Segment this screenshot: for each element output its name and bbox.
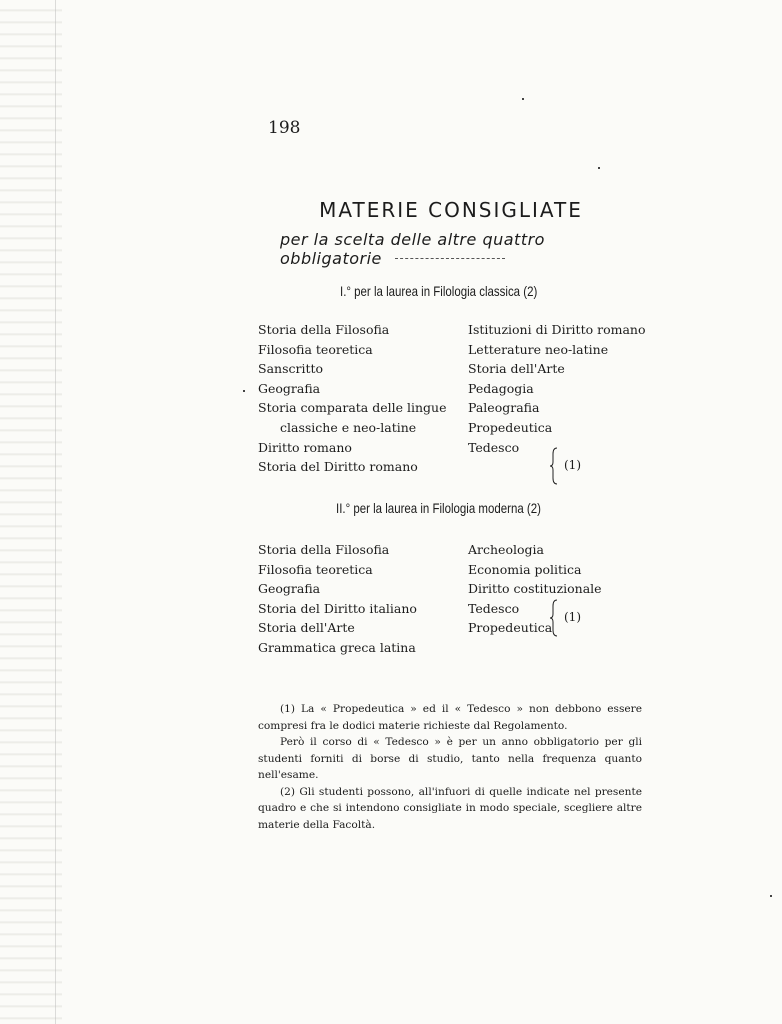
decorative-rule [395, 258, 505, 259]
list-item: Grammatica greca latina [258, 639, 416, 655]
list-item: Propedeutica [468, 620, 553, 636]
list-item: Sanscritto [258, 361, 324, 377]
list-item: Economia politica [468, 561, 582, 577]
page-subtitle: per la scelta delle altre quattro obbligatorie [280, 230, 545, 268]
page-number: 198 [268, 118, 301, 138]
section2-bracket-note: (1) [564, 610, 581, 624]
list-item: Filosofia teoretica [258, 561, 373, 577]
scan-speck [770, 895, 772, 897]
footnotes [258, 701, 642, 833]
list-item: Pedagogia [468, 380, 534, 396]
section1-brace-icon [549, 446, 563, 486]
page-title: MATERIE CONSIGLIATE [319, 198, 583, 222]
section2-right-list [468, 540, 602, 638]
scan-speck [522, 98, 524, 100]
section1-bracket-note: (1) [564, 458, 581, 472]
scan-speck [598, 167, 600, 169]
list-item: Diritto costituzionale [468, 581, 602, 597]
section1-left-list [258, 320, 446, 477]
list-item: Istituzioni di Diritto romano [468, 322, 646, 337]
section2-brace-icon [549, 598, 563, 638]
list-item: Archeologia [468, 542, 544, 557]
section2-left-list [258, 540, 417, 658]
list-item: Storia del Diritto romano [258, 459, 418, 475]
footnote-2: (2) Gli studenti possono, all'infuori di quelle indicate nel presente quadro e che si intendono consigliate in modo speciale, scegliere altre materie della Facoltà. [258, 785, 642, 831]
list-item: Tedesco [468, 600, 520, 616]
list-item: Tedesco [468, 439, 520, 455]
footnote-1-continued: Però il corso di « Tedesco » è per un anno obbligatorio per gli studenti forniti di borse di studio, tanto nella frequenza quanto nell'esame. [258, 736, 642, 781]
section1-heading: I.° per la laurea in Filologia classica (2) [340, 283, 538, 299]
footnote-1: (1) La « Propedeutica » ed il « Tedesco » non debbono essere compresi fra le dodici materie richieste dal Regolamento. [258, 703, 642, 732]
list-item: classiche e neo-latine [280, 419, 417, 435]
list-item: Filosofia teoretica [258, 341, 373, 357]
list-item: Letterature neo-latine [468, 341, 609, 357]
list-item: Storia del Diritto italiano [258, 600, 417, 616]
scan-speck [243, 390, 245, 392]
list-item: Propedeutica [468, 419, 553, 435]
list-item: Geografia [258, 581, 321, 597]
section2-heading: II.° per la laurea in Filologia moderna (2) [336, 500, 541, 516]
list-item: Storia della Filosofia [258, 542, 390, 557]
list-item: Storia dell'Arte [258, 620, 355, 636]
page-left-edge-scan-artifact [0, 0, 62, 1024]
list-item: Storia della Filosofia [258, 322, 390, 337]
list-item: Storia comparata delle lingue [258, 400, 447, 416]
section1-right-list [468, 320, 645, 457]
list-item: Paleografia [468, 400, 540, 416]
list-item: Diritto romano [258, 439, 352, 455]
list-item: Storia dell'Arte [468, 361, 565, 377]
list-item: Geografia [258, 380, 321, 396]
